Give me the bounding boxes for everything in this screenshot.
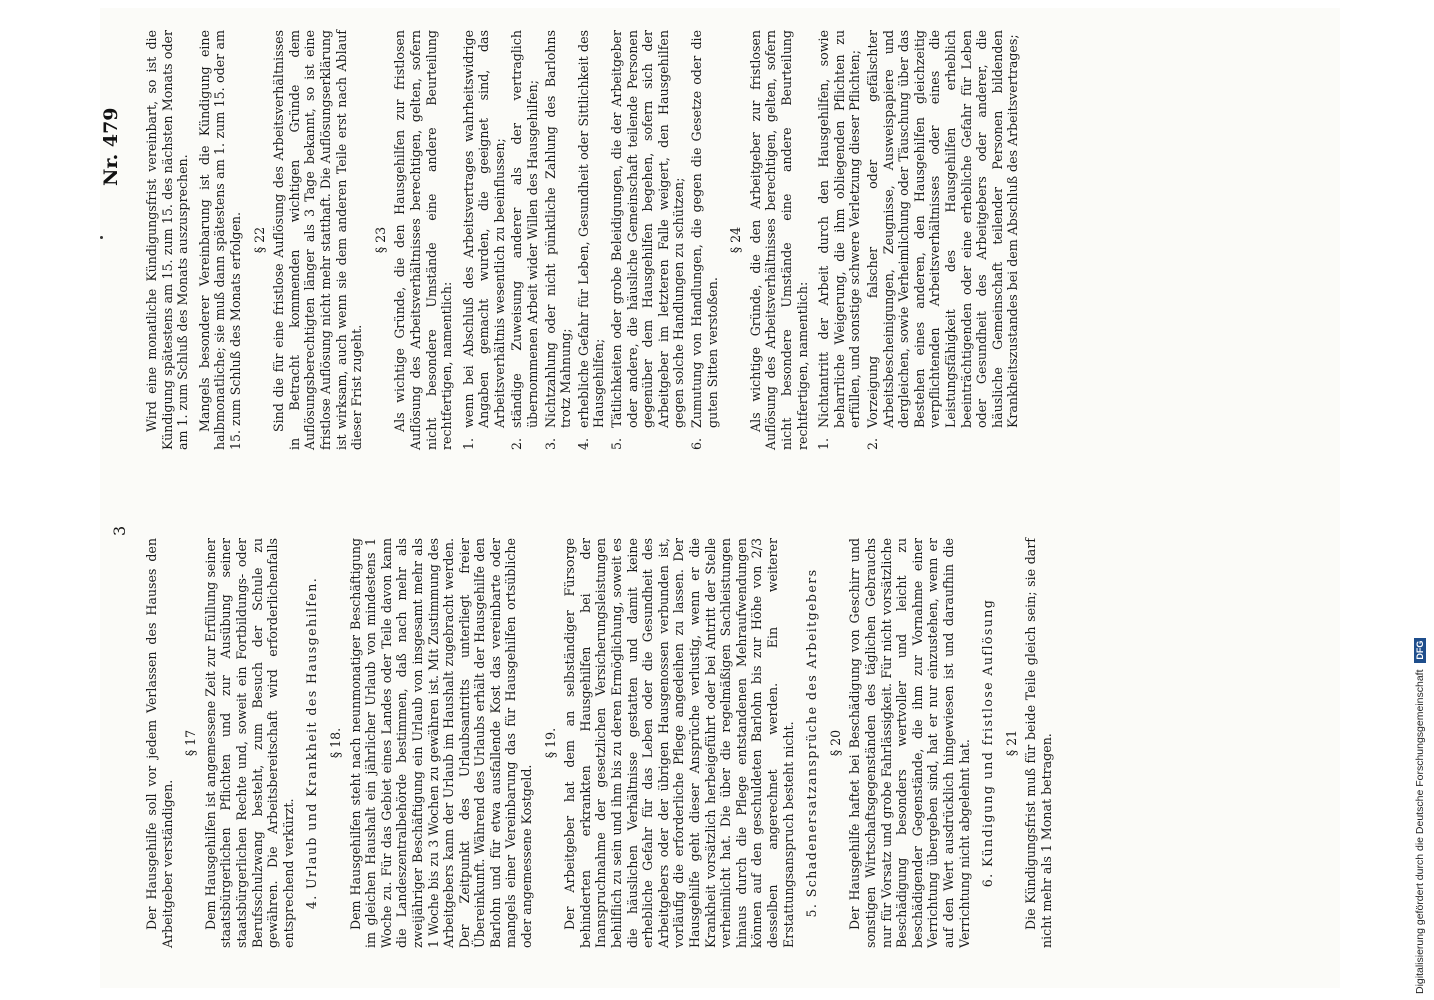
left-column — [144, 538, 1060, 948]
heading-urlaub: 4. Urlaub und Krankheit des Hausgehilfen. — [304, 576, 320, 910]
list-item — [609, 30, 687, 450]
heading-schadenersatz: 5. Schadenersatzansprüche des Arbeitgebers — [804, 568, 820, 918]
section-18-title: § 18. — [327, 727, 343, 759]
list-item — [865, 30, 1021, 450]
right-column — [144, 30, 1023, 450]
section-21-text: Die Kündigungsfrist muß für beide Teile gleich sein; sie darf nicht mehr als 1 Monat betragen. — [1023, 538, 1054, 948]
issue-number: Nr. 479 — [100, 107, 122, 186]
section-19-title: § 19. — [542, 727, 558, 759]
list-text: Tätlichkeiten oder grobe Beleidigungen, die der Arbeitgeber oder andere, die häusliche Gemeinschaft teilende Personen gegenüber dem Hausgehilfen begehen, sofern sich der Arbeitgeber im letzteren Falle weigert, den Hausgehilfen gegen solche Handlungen zu schützen; — [609, 30, 687, 428]
list-item — [816, 30, 863, 450]
list-number: 2. — [509, 437, 525, 450]
section-22-title: § 22 — [251, 226, 267, 254]
intro-paragraph: Der Hausgehilfe soll vor jedem Verlassen des Hauses den Arbeitgeber verständigen. — [144, 538, 175, 948]
scanned-page — [100, 8, 1340, 988]
funding-note-text: Digitalisierung gefördert durch die Deutsche Forschungsgemeinschaft — [1414, 669, 1426, 994]
list-number: 1. — [460, 437, 476, 450]
section-17-text: Dem Hausgehilfen ist angemessene Zeit zur Erfüllung seiner staatsbürgerlichen Pflichten und zur Ausübung seiner staatsbürgerlichen Rechte und, soweit ein Fortbildungs- oder Berufsschulzwang besteht, zum Besuch der Schule zu gewähren. Die Arbeitsbereitschaft wird erforderlichenfalls entsprechend verkürzt. — [202, 538, 296, 948]
section-23-intro: Als wichtige Gründe, die den Hausgehilfen zur fristlosen Auflösung des Arbeitsverhältnisses berechtigen, gelten, sofern nicht besondere Umstände eine andere Beurteilung rechtfertigen, namentlich: — [392, 30, 455, 450]
list-item — [461, 30, 508, 450]
section-24-intro: Als wichtige Gründe, die den Arbeitgeber zur fristlosen Auflösung des Arbeitsverhältnisses berechtigen, gelten, sofern nicht besondere Umstände eine andere Beurteilung rechtfertigen, namentlich: — [747, 30, 810, 450]
dfg-logo: DFG — [1414, 638, 1426, 663]
right-paragraph-1: Wird eine monatliche Kündigungsfrist vereinbart, so ist die Kündigung spätestens am 15. zum 15. des nächsten Monats oder am 1. zum Schluß des Monats auszusprechen. — [144, 30, 191, 450]
list-number: 6. — [689, 437, 704, 450]
section-17-title: § 17 — [183, 729, 199, 757]
section-21-title: § 21 — [1003, 729, 1019, 757]
section-20-title: § 20 — [827, 729, 843, 757]
section-24-list — [816, 30, 1021, 450]
section-19-text: Der Arbeitgeber hat dem an selbständiger Fürsorge behinderten erkrankten Hausgehilfen bei der Inanspruchnahme der gesetzlichen Versicherungsleistungen behilflich zu sein und ihm bis zu deren Ermöglichung, soweit es die häuslichen Verhältnisse gestatten und damit keine erhebliche Gefahr für das Leben oder die Gesundheit des Arbeitgebers oder der übrigen Hausgenossen verbunden ist, vorläufig die erforderliche Pflege angedeihen zu lassen. Der Hausgehilfe geht dieser Ansprüche verlustig, wenn er die Krankheit vorsätzlich herbeigeführt oder bei Antritt der Stelle verheimlicht hat. Die über die regelmäßigen Sachleistungen hinaus durch die Pflege entstandenen Mehraufwendungen können auf den geschuldeten Barlohn bis zur Höhe von 2/3 desselben angerechnet werden. Ein weiterer Erstattungsanspruch besteht nicht. — [562, 538, 796, 948]
page-number: 3 — [110, 525, 129, 536]
section-20-text: Der Hausgehilfe haftet bei Beschädigung von Geschirr und sonstigen Wirtschaftsgegenständen des täglichen Gebrauchs nur für Vorsatz und grobe Fahrlässigkeit. Für nicht vorsätzliche Beschädigung besonders wertvoller und leicht zu beschädigender Gegenstände, die ihm zur Vornahme einer Verrichtung übergeben sind, hat er nur einzustehen, wenn er auf den Wert ausdrücklich hingewiesen ist und daraufhin die Verrichtung nicht abgelehnt hat. — [847, 538, 972, 948]
heading-kuendigung: 6. Kündigung und fristlose Auflösung — [980, 598, 996, 888]
right-paragraph-2: Mangels besonderer Vereinbarung ist die Kündigung eine halbmonatliche; sie muß dann spätestens am 1. zum 15. oder am 15. zum Schluß des Monats erfolgen. — [196, 30, 243, 450]
section-24-title: § 24 — [728, 226, 744, 254]
list-text: Vorzeigung falscher oder gefälschter Arbeitsbescheinigungen, Zeugnisse, Ausweispapiere und dergleichen, sowie Verheimlichung oder Täuschung über das Bestehen eines anderen, den Hausgehilfen gleichzeitig verpflichtenden Arbeitsverhältnisses oder eines die Leistungsfähigkeit des Hausgehilfen erheblich beeinträchtigenden oder eine erhebliche Gefahr für Leben oder Gesundheit des Arbeitgebers oder anderer, die häusliche Gemeinschaft teilender Personen bildenden Krankheitszustandes bei dem Abschluß des Arbeitsvertrages; — [864, 30, 1021, 428]
section-18-text: Dem Hausgehilfen steht nach neunmonatiger Beschäftigung im gleichen Haushalt ein jährlicher Urlaub von mindestens 1 Woche zu. Für das Gebiet eines Landes oder Teile davon kann die Landeszentralbehörde bestimmen, daß nach mehr als zweijähriger Beschäftigung ein Urlaub von insgesamt mehr als 1 Woche bis zu 3 Wochen zu gewähren ist. Mit Zustimmung des Arbeitgebers kann der Urlaub im Haushalt zugebracht werden. Der Zeitpunkt des Urlaubsantritts unterliegt freier Übereinkunft. Während des Urlaubs erhält der Hausgehilfe den Barlohn und für etwa ausfallende Kost das vereinbarte oder mangels einer Vereinbarung das für Hausgehilfen ortsübliche oder angemessene Kostgeld. — [347, 538, 535, 948]
list-item — [689, 30, 720, 450]
list-item — [509, 30, 540, 450]
list-text: Zumutung von Handlungen, die gegen die Gesetze oder die guten Sitten verstoßen. — [689, 30, 720, 428]
list-text: ständige Zuweisung anderer als der vertraglich übernommenen Arbeit wider Willen des Hausgehilfen; — [509, 30, 541, 428]
scan-speck — [100, 236, 103, 239]
list-text: erhebliche Gefahr für Leben, Gesundheit oder Sittlichkeit des Hausgehilfen; — [575, 30, 607, 428]
list-text: wenn bei Abschluß des Arbeitsvertrages wahrheitswidrige Angaben gemacht wurden, die geeignet sind, das Arbeitsverhältnis wesentlich zu beeinflussen; — [460, 30, 507, 428]
section-23-title: § 23 — [372, 226, 388, 254]
list-number: 1. — [816, 437, 832, 450]
list-item — [543, 30, 574, 450]
list-number: 4. — [575, 437, 591, 450]
list-number: 3. — [542, 437, 558, 450]
list-number: 5. — [609, 437, 625, 450]
list-number: 2. — [864, 437, 880, 450]
section-23-list — [461, 30, 721, 450]
section-22-text: Sind die für eine fristlose Auflösung des Arbeitsverhältnisses in Betracht kommenden wichtigen Gründe dem Auflösungsberechtigten länger als 3 Tage bekannt, so ist eine fristlose Auflösung nicht mehr statthaft. Die Auflösungserklärung ist wirksam, auch wenn sie dem anderen Teile erst nach Ablauf dieser Frist zugeht. — [271, 30, 365, 450]
funding-note — [1414, 638, 1426, 994]
list-text: Nichtzahlung oder nicht pünktliche Zahlung des Barlohns trotz Mahnung; — [542, 30, 574, 428]
list-text: Nichtantritt der Arbeit durch den Hausgehilfen, sowie beharrliche Weigerung, die ihm obliegenden Pflichten zu erfüllen, und sonstige schwere Verletzung dieser Pflichten; — [816, 30, 863, 428]
list-item — [576, 30, 607, 450]
